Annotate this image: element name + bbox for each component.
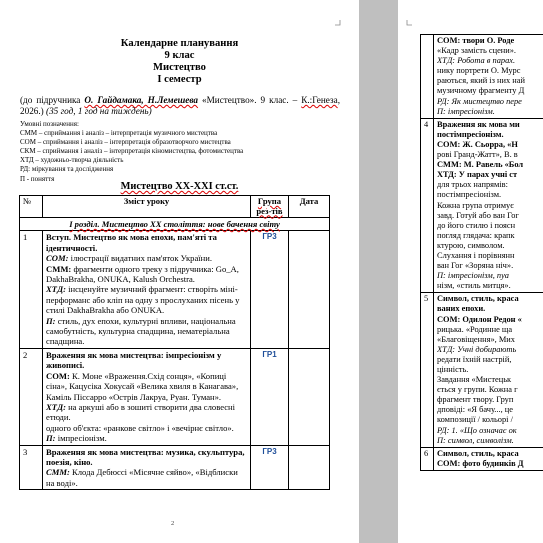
lesson-content: СОМ: твори О. Роде «Кадр замість сцени». ХТД: Робота в парах. нику портрети О. Мурс раються, який із них най музичному фрагменту Д РД: Як мистецтво пере П: імпресіонізм.: [434, 35, 543, 119]
lesson-content: Враження як мова ми постімпресіонізм. СОМ: Ж. Сьорра, «Н рові Гранд-Жатт», В. в СММ: М. Равель «Бол ХТД: У парах учні ст для трьох напрямів: постімпресіонізм. Кожна група отримує завд. Готуй або ван Гог до його стилю і поясн погляд глядача: крапк ктурою, символом. Слухання і порівнянн ван Гог «Зоряна ніч». П: імпресіонізм, пуа нізм, «стиль митця».: [434, 118, 543, 293]
header-number: №: [20, 196, 43, 218]
intro-authors: О. Гайдамака, Н.Лемешева: [84, 95, 199, 105]
header-content: Зміст уроку: [43, 196, 251, 218]
intro-hours: (35 год, 1 год на тиждень): [46, 106, 152, 116]
result-group: ГР3: [251, 231, 289, 348]
result-group: ГР1: [251, 348, 289, 445]
table-row: [421, 293, 543, 447]
lesson-number: 2: [20, 348, 43, 445]
lesson-number: 6: [421, 447, 434, 470]
lesson-title: Враження як мова мистецтва: музика, скульптура, поезія, кіно.: [46, 446, 245, 467]
doc-semester: І семестр: [157, 74, 202, 85]
intro-publisher: К.:Генеза: [301, 95, 338, 105]
lesson-title: Вступ. Мистецтво як мова епохи, пам'яті та ідентичності.: [46, 232, 217, 253]
header-date: Дата: [289, 196, 330, 218]
lesson-date: [289, 231, 330, 348]
doc-subject: Мистецтво: [153, 62, 206, 73]
header-group: Група рез-тів: [251, 196, 289, 218]
part-title: І розділ. Мистецтво ХХ століття: нове бачення світу: [20, 218, 330, 231]
lesson-number: [421, 35, 434, 119]
lesson-number: 5: [421, 293, 434, 447]
intro-text: [20, 95, 340, 117]
lesson-plan-table-continued: [420, 34, 543, 471]
page-corner-mark: [406, 20, 412, 26]
table-header-row: [20, 196, 330, 218]
lesson-content: Вступ. Мистецтво як мова епохи, пам'яті та ідентичності. СОМ: ілюстрації видатних пам'яток України. СММ: фрагменти одного треку з підручника: Go_A, DakhaBrakha, ONUKA, Kalush Orchestra. ХТД: інсценуйте музичний фрагмент: створіть міні-перформанс або кліп на одну з прослуханих пісень у стилі DakhaBrakha або ONUKA. П: стиль, дух епохи, культурні впливи, національна самобутність, культурна спадщина, нематеріальна спадщина.: [43, 231, 251, 348]
intro-part-3: , 2026.): [20, 95, 340, 116]
document-page-right: [398, 0, 543, 543]
page-corner-mark: [335, 20, 341, 26]
lesson-content: Символ, стиль, краса ваних епохи. СОМ: Одилон Редон « рицька. «Родинне ща «Благовіщення», Мих ХТД: Учні добирають редати їхній настрій, цінність. Завдання «Мистецьк ється у групи. Кожна г фрагмент твору. Груп дповіді: «Я бачу..., це композиції / кольорі / РД: 1. «Що означає ок П: символ, символізм.: [434, 293, 543, 447]
legend: [20, 120, 350, 184]
page-number: 2: [171, 520, 175, 527]
lesson-content: Символ, стиль, краса СОМ: фото будинків Д: [434, 447, 543, 470]
table-row: [20, 348, 330, 445]
table-row: [421, 447, 543, 470]
legend-item: СКМ – сприймання і аналіз – інтерпретація кіномистецтва, фотомистецтва: [20, 147, 244, 156]
section-title: Мистецтво XX-XXI ст.ст.: [120, 181, 239, 192]
result-group: ГР3: [251, 445, 289, 490]
table-part-row: [20, 218, 330, 231]
legend-item: П - поняття: [20, 174, 55, 183]
lesson-number: 4: [421, 118, 434, 293]
doc-title: Календарне планування: [120, 38, 239, 49]
lesson-date: [289, 445, 330, 490]
lesson-number: 1: [20, 231, 43, 348]
lesson-date: [289, 348, 330, 445]
table-row: [421, 35, 543, 119]
doc-grade: 9 клас: [164, 50, 195, 61]
lesson-title: Враження як мова мистецтва: імпресіонізм у живописі.: [46, 349, 222, 371]
intro-part-1: (до підручника: [20, 95, 85, 105]
legend-title: Умовні позначення:: [20, 120, 79, 128]
legend-item: ХТД – художньо-творча діяльність: [20, 156, 124, 165]
table-row: [421, 118, 543, 293]
legend-item: СОМ – сприймання і аналіз – інтерпретація образотворчого мистецтва: [20, 138, 231, 147]
lesson-plan-table: [19, 195, 330, 490]
table-row: [20, 231, 330, 348]
intro-part-2: «Мистецтво». 9 клас. –: [198, 95, 302, 105]
lesson-number: 3: [20, 445, 43, 490]
legend-item: РД: міркування та дослідження: [20, 165, 114, 174]
table-row: [20, 445, 330, 490]
lesson-content: Враження як мова мистецтва: імпресіонізм у живописі. СОМ: К. Моне «Враження.Схід сонця», «Копиці сіна», Кацусіка Хокусай «Велика хвиля в Канагава», Каміль Піссарро «Острів Лакруа, Руан. Туман». ХТД: на аркуші або в зошиті створити два словесні етюди. одного об'єкта: «ранкове світло» і «вечірнє світло». П: імпресіонізм.: [43, 348, 251, 445]
legend-item: СММ – сприймання і аналіз – інтерпретація музичного мистецтва: [20, 129, 218, 138]
lesson-content: Враження як мова мистецтва: музика, скульптура, поезія, кіно. СММ: Клода Дебюссі «Місячне сяйво», «Відблиски на воді».: [43, 445, 251, 490]
